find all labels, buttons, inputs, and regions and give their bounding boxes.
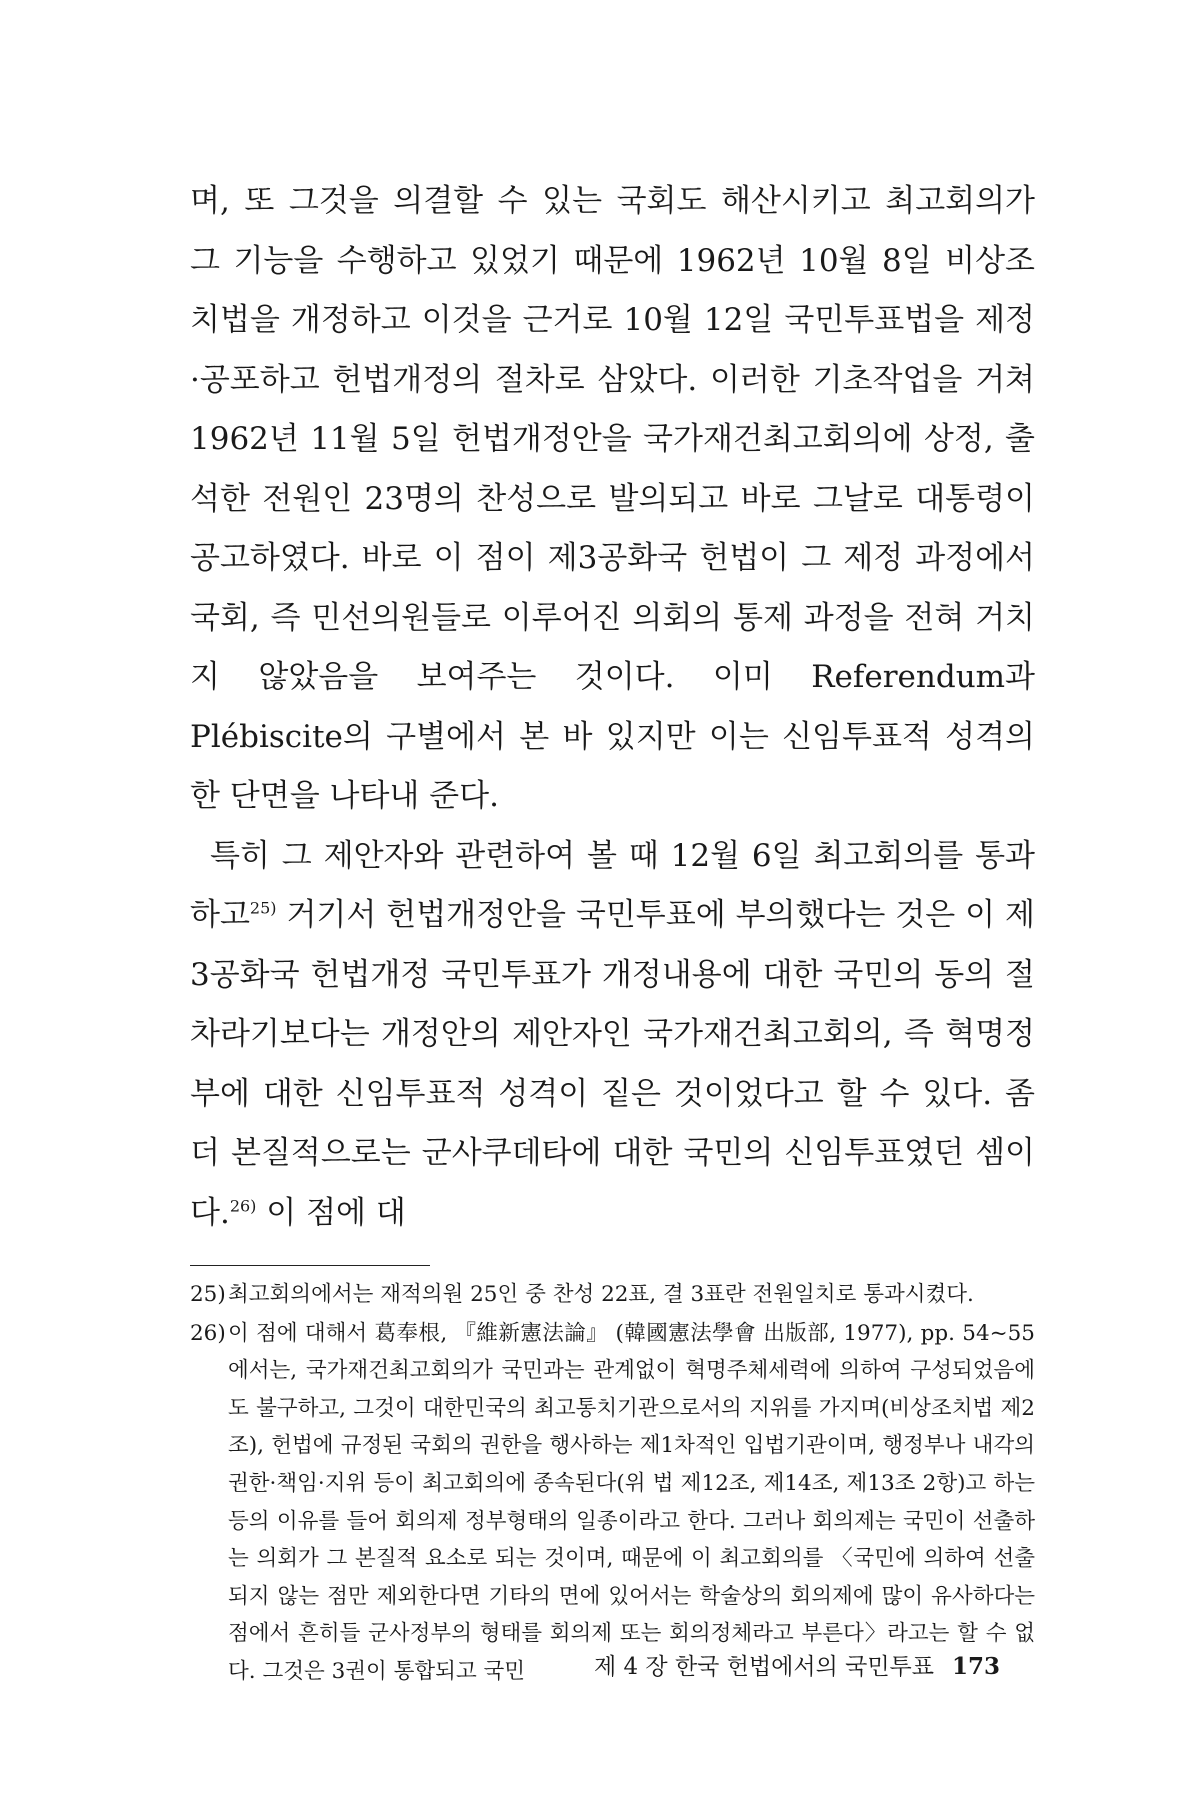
running-head: 제 4 장 한국 헌법에서의 국민투표 [593,1654,934,1680]
footnote-ref-25[interactable]: 25) [249,898,277,918]
paragraph-2 [190,827,1035,1244]
body-text [190,172,1035,1243]
paragraph-2-part-a: 특히 그 제안자와 관련하여 볼 때 12월 6일 최고회의를 통과하고 [190,837,1035,933]
footnote-25 [190,1276,1035,1314]
paragraph-2-part-b: 거기서 헌법개정안을 국민투표에 부의했다는 것은 이 제3공화국 헌법개정 국민투표가 개정내용에 대한 국민의 동의 절차라기보다는 개정안의 제안자인 국가재건최고회의, 즉 혁명정부에 대한 신임투표적 성격이 짙은 것이었다고 할 수 있다. 좀 더 본질적으로는 군사쿠데타에 대한 국민의 신임투표였던 셈이다. [190,897,1035,1231]
page-content [190,172,1035,1692]
paragraph-1: 며, 또 그것을 의결할 수 있는 국회도 해산시키고 최고회의가 그 기능을 수행하고 있었기 때문에 1962년 10월 8일 비상조치법을 개정하고 이것을 근거로 10월 12일 국민투표법을 제정·공포하고 헌법개정의 절차로 삼았다. 이러한 기초작업을 거쳐 1962년 11월 5일 헌법개정안을 국가재건최고회의에 상정, 출석한 전원인 23명의 찬성으로 발의되고 바로 그날로 대통령이 공고하였다. 바로 이 점이 제3공화국 헌법이 그 제정 과정에서 국회, 즉 민선의원들로 이루어진 의회의 통제 과정을 전혀 거치지 않았음을 보여주는 것이다. 이미 Referendum과 Plébiscite의 구별에서 본 바 있지만 이는 신임투표적 성격의 한 단면을 나타내 준다. [190,183,1035,814]
footnote-number: 26) [190,1320,226,1346]
paragraph-2-part-c: 이 점에 대 [256,1194,406,1231]
footnotes [190,1276,1035,1691]
footnote-26 [190,1315,1035,1691]
footnote-number: 25) [190,1282,226,1307]
footnote-ref-26[interactable]: 26) [229,1196,257,1216]
page-number: 173 [951,1653,1000,1680]
footnote-text: 이 점에 대해서 葛奉根, 『維新憲法論』 (韓國憲法學會 出版部, 1977), pp. 54~55에서는, 국가재건최고회의가 국민과는 관계없이 혁명주체세력에 의하여 구성되었음에도 불구하고, 그것이 대한민국의 최고통치기관으로서의 지위를 가지며(비상조치법 제2조), 헌법에 규정된 국회의 권한을 행사하는 제1차적인 입법기관이며, 행정부나 내각의 권한·책임·지위 등이 최고회의에 종속된다(위 법 제12조, 제14조, 제13조 2항)고 하는 등의 이유를 들어 회의제 정부형태의 일종이라고 한다. 그러나 회의제는 국민이 선출하는 의회가 그 본질적 요소로 되는 것이며, 때문에 이 최고회의를 〈국민에 의하여 선출되지 않는 점만 제외한다면 기타의 면에 있어서는 학술상의 회의제에 많이 유사하다는 점에서 흔히들 군사정부의 형태를 회의제 또는 회의정체라고 부른다〉라고는 할 수 없다. 그것은 3권이 통합되고 국민 [228,1320,1035,1684]
footnote-text: 최고회의에서는 재적의원 25인 중 찬성 22표, 결 3표란 전원일치로 통과시켰다. [228,1282,974,1307]
footnote-divider [190,1265,430,1266]
